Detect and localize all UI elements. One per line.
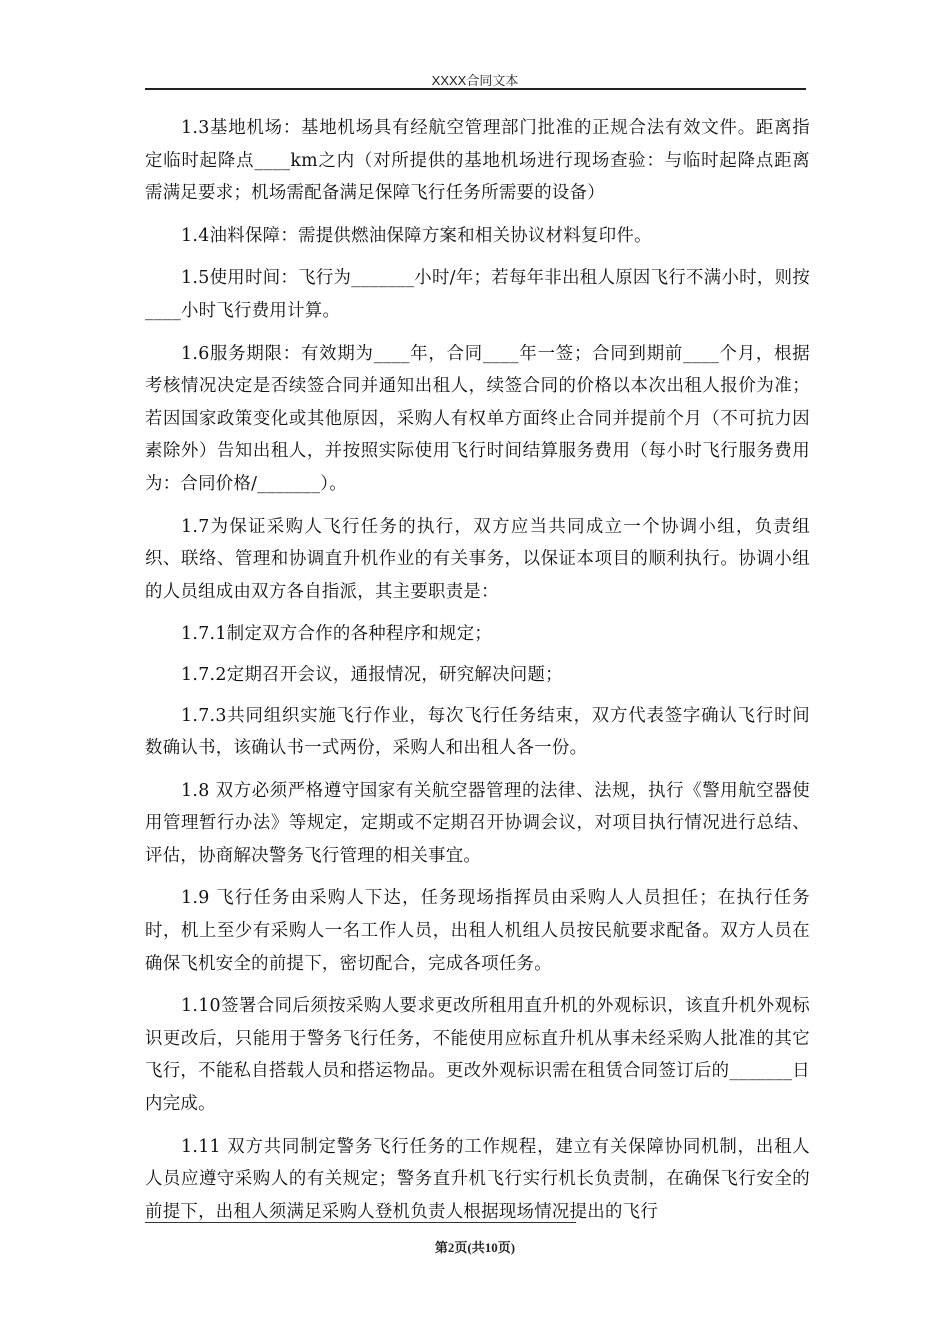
clause-1-8: 1.8 双方必须严格遵守国家有关航空器管理的法律、法规，执行《警用航空器使用管理暂行办法》等规定，定期或不定期召开协调会议，对项目执行情况进行总结、评估，协商解决警务飞行管理的相关事宜。 xyxy=(145,780,810,866)
clause-1-3: 1.3基地机场：基地机场具有经航空管理部门批准的正规合法有效文件。距离指定临时起降点____km之内（对所提供的基地机场进行现场查验：与临时起降点距离需满足要求；机场需配备满足保障飞行任务所需要的设备） xyxy=(145,118,810,204)
clause-1-5: 1.5使用时间：飞行为_______小时/年；若每年非出租人原因飞行不满小时，则按____小时飞行费用计算。 xyxy=(145,268,810,321)
running-header: XXXX合同文本 xyxy=(431,73,519,88)
footer-divider xyxy=(145,1222,576,1223)
clause-1-11: 1.11 双方共同制定警务飞行任务的工作规程，建立有关保障协同机制，出租人人员应遵守采购人的有关规定；警务直升机飞行实行机长负责制，在确保飞行安全的前提下，出租人须满足采购人登机负责人根据现场情况提出的飞行 xyxy=(145,1136,810,1222)
clause-1-7: 1.7为保证采购人飞行任务的执行，双方应当共同成立一个协调小组，负责组织、联络、管理和协调直升机作业的有关事务，以保证本项目的顺利执行。协调小组的人员组成由双方各自指派，其主要职责是： xyxy=(145,516,810,602)
header-divider xyxy=(145,88,806,90)
clause-1-7-2: 1.7.2定期召开会议，通报情况，研究解决问题； xyxy=(181,664,563,685)
clause-1-7-1: 1.7.1制定双方合作的各种程序和规定； xyxy=(181,624,493,645)
page-number: 第2页(共10页) xyxy=(434,1240,516,1255)
clause-1-10: 1.10签署合同后须按采购人要求更改所租用直升机的外观标识，该直升机外观标识更改后，只能用于警务飞行任务，不能使用应标直升机从事未经采购人批准的其它飞行，不能私自搭载人员和搭运物品。更改外观标识需在租赁合同签订后的_______日内完成。 xyxy=(145,996,810,1115)
clause-1-9: 1.9 飞行任务由采购人下达，任务现场指挥员由采购人人员担任；在执行任务时，机上至少有采购人一名工作人员，出租人机组人员按民航要求配备。双方人员在确保飞机安全的前提下，密切配合，完成各项任务。 xyxy=(145,888,810,974)
clause-1-6: 1.6服务期限：有效期为____年，合同____年一签；合同到期前____个月，根据考核情况决定是否续签合同并通知出租人，续签合同的价格以本次出租人报价为准；若因国家政策变化或其他原因，采购人有权单方面终止合同并提前个月（不可抗力因素除外）告知出租人，并按照实际使用飞行时间结算服务费用（每小时飞行服务费用为：合同价格/_______）。 xyxy=(145,343,810,494)
clause-1-7-3: 1.7.3共同组织实施飞行作业，每次飞行任务结束，双方代表签字确认飞行时间数确认书，该确认书一式两份，采购人和出租人各一份。 xyxy=(145,705,810,759)
clause-1-4: 1.4油料保障：需提供燃油保障方案和相关协议材料复印件。 xyxy=(181,225,652,246)
document-body xyxy=(145,112,810,1238)
